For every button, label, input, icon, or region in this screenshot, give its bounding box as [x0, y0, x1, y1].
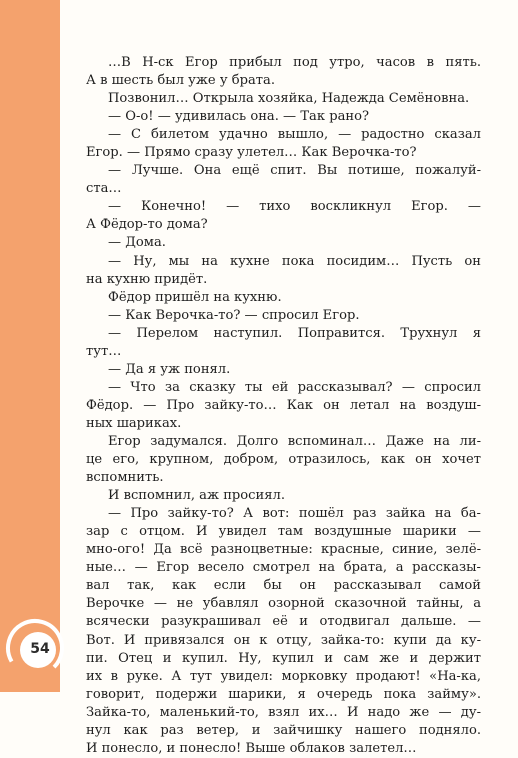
text-line: А Фёдор-то дома?: [86, 217, 208, 233]
text-line: нул как раз ветер, и зайчишку нашего подняло.: [86, 722, 481, 738]
text-line: говорит, подержи шарики, я очередь пока займу».: [86, 686, 481, 702]
text-line: И понесло, и понесло! Выше облаков залетел…: [86, 740, 417, 756]
text-line: — Перелом наступил. Поправится. Трухнул я: [108, 325, 481, 341]
text-line: …В Н-ск Егор прибыл под утро, часов в пять.: [108, 55, 481, 70]
text-line: ста…: [86, 181, 122, 197]
text-line: на кухню придёт.: [86, 271, 208, 287]
text-line: мно-ого! Да всё разноцветные: красные, синие, зелё-: [86, 542, 481, 558]
text-line: Егор задумался. Долго вспоминал… Даже на ли-: [108, 433, 481, 449]
text-line: их в руке. А тут увидел: морковку продают! «На-ка,: [86, 668, 481, 684]
text-line: Фёдор. — Про зайку-то… Как он летал на воздуш-: [86, 397, 481, 413]
text-line: це его, крупном, добром, отразилось, как он хочет: [86, 452, 481, 468]
text-line: — Конечно! — тихо воскликнул Егор. —: [108, 199, 481, 215]
text-line: Егор. — Прямо сразу улетел… Как Верочка-то?: [86, 145, 417, 161]
text-line: — Да я уж понял.: [108, 361, 231, 377]
text-line: Верочке — не убавлял озорной сказочной тайны, а: [86, 596, 481, 612]
text-line: Позвонил… Открыла хозяйка, Надежда Семёновна.: [108, 91, 470, 107]
text-line: ных шариках.: [86, 415, 182, 431]
text-line: — О-о! — удивилась она. — Так рано?: [108, 109, 370, 125]
text-line: пи. Отец и купил. Ну, купил и сам же и держит: [86, 650, 481, 666]
text-line: А в шесть был уже у брата.: [86, 73, 275, 89]
text-line: И вспомнил, аж просиял.: [108, 488, 285, 504]
text-line: — Ну, мы на кухне пока посидим… Пусть он: [108, 253, 481, 269]
left-margin-strip: [0, 0, 60, 692]
text-line: — Про зайку-то? А вот: пошёл раз зайка на ба-: [108, 506, 481, 522]
text-line: Фёдор пришёл на кухню.: [108, 289, 282, 305]
text-line: Зайка-то, маленький-то, взял их… И надо же — ду-: [86, 704, 481, 720]
text-line: — Что за сказку ты ей рассказывал? — спросил: [108, 379, 481, 395]
text-line: Вот. И привязался он к отцу, зайка-то: купи да ку-: [86, 632, 481, 648]
text-line: вспомнить.: [86, 470, 164, 486]
text-line: — Как Верочка-то? — спросил Егор.: [108, 307, 360, 323]
story-text: [86, 54, 481, 758]
page-number: 54: [30, 641, 50, 657]
text-line: — Лучше. Она ещё спит. Вы потише, пожалуй-: [108, 163, 481, 179]
text-line: всячески разукрашивал её и отодвигал дальше. —: [86, 614, 481, 630]
text-line: тут…: [86, 343, 122, 359]
text-line: вал так, как если бы он рассказывал самой: [86, 578, 481, 594]
text-line: ные… — Егор весело смотрел на брата, а рассказы-: [86, 560, 481, 576]
text-line: — С билетом удачно вышло, — радостно сказал: [108, 127, 481, 143]
text-line: зар с отцом. И увидел там воздушные шарики —: [86, 524, 481, 540]
text-line: — Дома.: [108, 235, 166, 251]
